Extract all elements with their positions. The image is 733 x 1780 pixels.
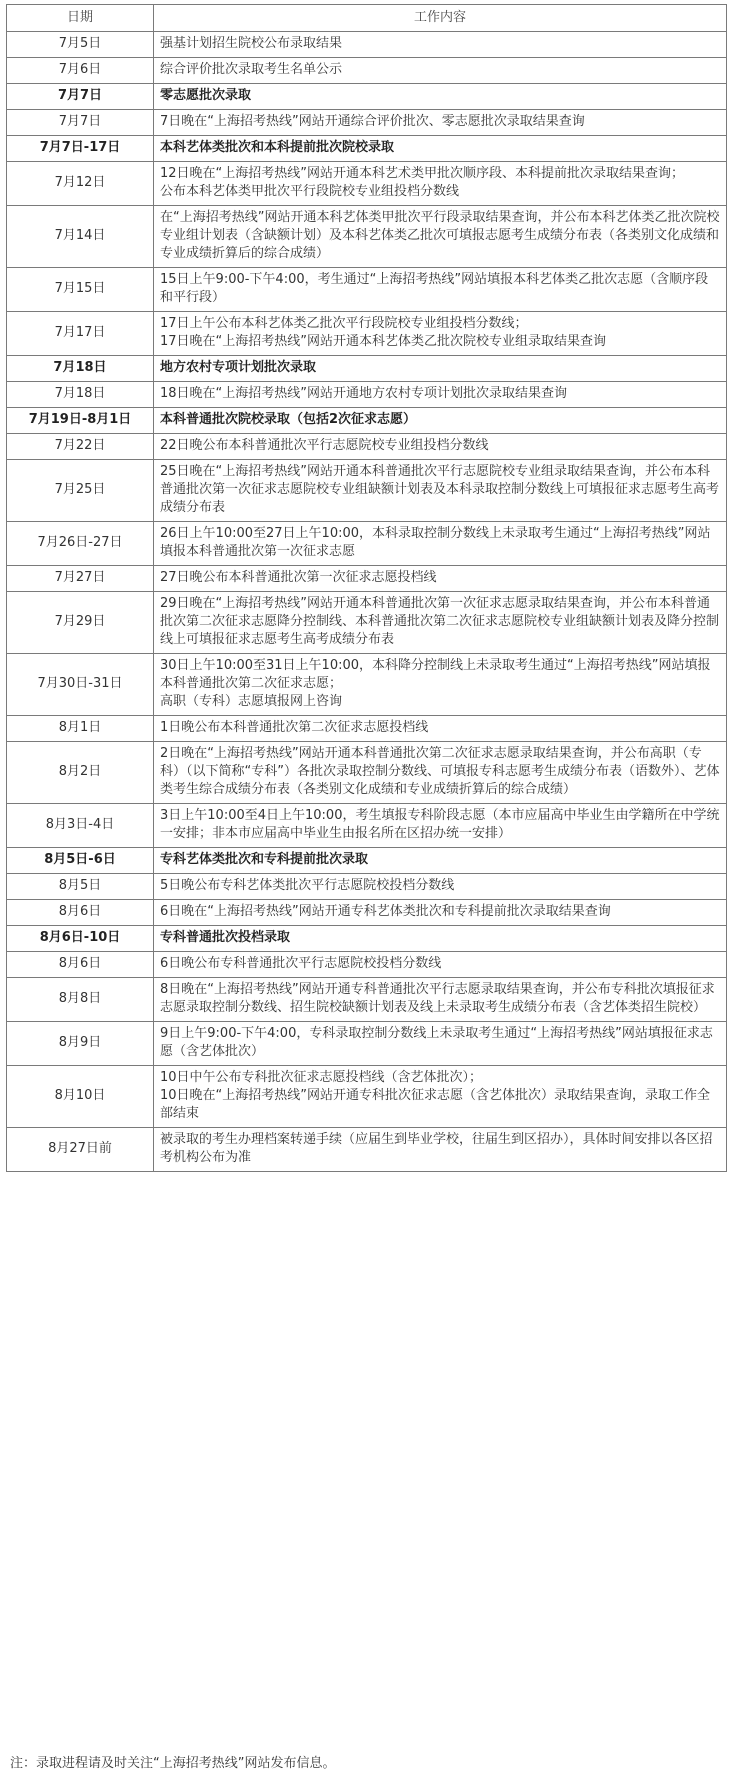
content-cell	[154, 58, 727, 84]
date-cell: 8月10日	[7, 1066, 154, 1128]
date-cell: 8月3日-4日	[7, 804, 154, 848]
table-row	[7, 434, 727, 460]
table-header	[7, 5, 727, 32]
date-cell: 7月7日	[7, 84, 154, 110]
admission-schedule-table	[6, 4, 727, 1172]
date-cell: 8月1日	[7, 716, 154, 742]
content-cell	[154, 566, 727, 592]
content-paragraph: 8日晚在“上海招考热线”网站开通专科普通批次平行志愿录取结果查询，并公布专科批次填报征求志愿录取控制分数线、招生院校缺额计划表及线上未录取考生成绩分布表（含艺体类招生院校）	[160, 982, 715, 1015]
content-cell	[154, 32, 727, 58]
content-cell	[154, 84, 727, 110]
content-cell	[154, 874, 727, 900]
content-cell	[154, 900, 727, 926]
content-cell	[154, 848, 727, 874]
content-paragraph: 本科艺体类批次和本科提前批次院校录取	[160, 140, 395, 155]
content-cell	[154, 742, 727, 804]
content-paragraph: 29日晚在“上海招考热线”网站开通本科普通批次第一次征求志愿录取结果查询，并公布本科普通批次第二次征求志愿降分控制线、本科普通批次第二次征求志愿院校专业组缺额计划表及降分控制线上可填报征求志愿考生高考成绩分布表	[160, 596, 720, 647]
content-cell	[154, 356, 727, 382]
table-row	[7, 522, 727, 566]
content-paragraph: 7日晚在“上海招考热线”网站开通综合评价批次、零志愿批次录取结果查询	[160, 114, 585, 129]
content-cell	[154, 654, 727, 716]
section-row	[7, 848, 727, 874]
table-row	[7, 110, 727, 136]
content-cell	[154, 1128, 727, 1172]
date-cell: 7月14日	[7, 206, 154, 268]
date-cell: 8月2日	[7, 742, 154, 804]
content-cell	[154, 110, 727, 136]
content-cell	[154, 268, 727, 312]
content-cell	[154, 952, 727, 978]
date-cell: 7月18日	[7, 356, 154, 382]
date-cell: 8月5日	[7, 874, 154, 900]
table-row	[7, 900, 727, 926]
content-paragraph: 专科艺体类批次和专科提前批次录取	[160, 852, 369, 867]
table-row	[7, 804, 727, 848]
header-row	[7, 5, 727, 32]
date-cell: 7月29日	[7, 592, 154, 654]
section-row	[7, 408, 727, 434]
content-paragraph: 3日上午10:00至4日上午10:00，考生填报专科阶段志愿（本市应届高中毕业生由学籍所在中学统一安排；非本市应届高中毕业生由报名所在区招办统一安排）	[160, 808, 720, 841]
table-row	[7, 1128, 727, 1172]
table-row	[7, 1066, 727, 1128]
content-paragraph: 本科普通批次院校录取（包括2次征求志愿）	[160, 412, 417, 427]
section-row	[7, 926, 727, 952]
content-paragraph: 30日上午10:00至31日上午10:00，本科降分控制线上未录取考生通过“上海招考热线”网站填报本科普通批次第二次征求志愿；	[160, 658, 711, 691]
content-cell	[154, 408, 727, 434]
table-row	[7, 460, 727, 522]
date-cell: 7月6日	[7, 58, 154, 84]
content-paragraph: 17日晚在“上海招考热线”网站开通本科艺体类乙批次院校专业组录取结果查询	[160, 334, 607, 349]
date-cell: 7月7日	[7, 110, 154, 136]
content-cell	[154, 382, 727, 408]
content-paragraph: 专科普通批次投档录取	[160, 930, 291, 945]
table-row	[7, 716, 727, 742]
content-cell	[154, 460, 727, 522]
table-row	[7, 566, 727, 592]
table-row	[7, 382, 727, 408]
content-paragraph: 18日晚在“上海招考热线”网站开通地方农村专项计划批次录取结果查询	[160, 386, 568, 401]
date-cell: 7月17日	[7, 312, 154, 356]
table-row	[7, 874, 727, 900]
content-paragraph: 公布本科艺体类甲批次平行段院校专业组投档分数线	[160, 184, 460, 199]
section-row	[7, 356, 727, 382]
content-cell	[154, 926, 727, 952]
content-cell	[154, 206, 727, 268]
content-paragraph: 10日晚在“上海招考热线”网站开通专科批次征求志愿（含艺体批次）录取结果查询，录取工作全部结束	[160, 1088, 711, 1121]
content-cell	[154, 1022, 727, 1066]
table-row	[7, 162, 727, 206]
date-cell: 7月12日	[7, 162, 154, 206]
content-paragraph: 22日晚公布本科普通批次平行志愿院校专业组投档分数线	[160, 438, 489, 453]
content-paragraph: 25日晚在“上海招考热线”网站开通本科普通批次平行志愿院校专业组录取结果查询，并公布本科普通批次第一次征求志愿院校专业组缺额计划表及本科录取控制分数线上可填报征求志愿考生高考成绩分布表	[160, 464, 720, 515]
content-cell	[154, 312, 727, 356]
section-row	[7, 84, 727, 110]
date-cell: 7月26日-27日	[7, 522, 154, 566]
content-paragraph: 6日晚在“上海招考热线”网站开通专科艺体类批次和专科提前批次录取结果查询	[160, 904, 611, 919]
header-content: 工作内容	[154, 5, 727, 32]
date-cell: 8月8日	[7, 978, 154, 1022]
table-row	[7, 592, 727, 654]
table-row	[7, 978, 727, 1022]
table-row	[7, 1022, 727, 1066]
table-row	[7, 742, 727, 804]
table-row	[7, 654, 727, 716]
content-paragraph: 9日上午9:00-下午4:00，专科录取控制分数线上未录取考生通过“上海招考热线”网站填报征求志愿（含艺体批次）	[160, 1026, 713, 1059]
content-paragraph: 零志愿批次录取	[160, 88, 252, 103]
content-paragraph: 15日上午9:00-下午4:00，考生通过“上海招考热线”网站填报本科艺体类乙批次志愿（含顺序段和平行段）	[160, 272, 709, 305]
footnote: 注：录取进程请及时关注“上海招考热线”网站发布信息。	[10, 1756, 336, 1771]
date-cell: 7月7日-17日	[7, 136, 154, 162]
content-paragraph: 17日上午公布本科艺体类乙批次平行段院校专业组投档分数线；	[160, 316, 528, 331]
content-cell	[154, 136, 727, 162]
content-paragraph: 在“上海招考热线”网站开通本科艺体类甲批次平行段录取结果查询，并公布本科艺体类乙批次院校专业组计划表（含缺额计划）及本科艺体类乙批次可填报志愿考生成绩分布表（各类别文化成绩和专业成绩折算后的综合成绩）	[160, 210, 720, 261]
date-cell: 8月27日前	[7, 1128, 154, 1172]
section-row	[7, 136, 727, 162]
header-date: 日期	[7, 5, 154, 32]
content-cell	[154, 522, 727, 566]
content-paragraph: 12日晚在“上海招考热线”网站开通本科艺术类甲批次顺序段、本科提前批次录取结果查询；	[160, 166, 685, 181]
date-cell: 8月6日-10日	[7, 926, 154, 952]
date-cell: 7月5日	[7, 32, 154, 58]
content-paragraph: 5日晚公布专科艺体类批次平行志愿院校投档分数线	[160, 878, 455, 893]
content-paragraph: 6日晚公布专科普通批次平行志愿院校投档分数线	[160, 956, 442, 971]
date-cell: 8月9日	[7, 1022, 154, 1066]
table-row	[7, 32, 727, 58]
date-cell: 8月6日	[7, 900, 154, 926]
content-paragraph: 被录取的考生办理档案转递手续（应届生到毕业学校，往届生到区招办），具体时间安排以各区招考机构公布为准	[160, 1132, 713, 1165]
date-cell: 7月18日	[7, 382, 154, 408]
content-cell	[154, 434, 727, 460]
date-cell: 7月27日	[7, 566, 154, 592]
content-paragraph: 10日中午公布专科批次征求志愿投档线（含艺体批次）；	[160, 1070, 483, 1085]
date-cell: 7月15日	[7, 268, 154, 312]
table-row	[7, 312, 727, 356]
date-cell: 7月30日-31日	[7, 654, 154, 716]
content-cell	[154, 162, 727, 206]
table-row	[7, 268, 727, 312]
content-paragraph: 高职（专科）志愿填报网上咨询	[160, 694, 343, 709]
date-cell: 7月22日	[7, 434, 154, 460]
content-paragraph: 2日晚在“上海招考热线”网站开通本科普通批次第二次征求志愿录取结果查询，并公布高职（专科）（以下简称“专科”）各批次录取控制分数线、可填报专科志愿考生成绩分布表（语数外）、艺体类考生综合成绩分布表（各类别文化成绩和专业成绩折算后的综合成绩）	[160, 746, 720, 797]
content-paragraph: 1日晚公布本科普通批次第二次征求志愿投档线	[160, 720, 429, 735]
table-row	[7, 206, 727, 268]
table-row	[7, 58, 727, 84]
table-body	[7, 32, 727, 1172]
content-paragraph: 27日晚公布本科普通批次第一次征求志愿投档线	[160, 570, 437, 585]
content-paragraph: 综合评价批次录取考生名单公示	[160, 62, 343, 77]
date-cell: 7月19日-8月1日	[7, 408, 154, 434]
date-cell: 8月5日-6日	[7, 848, 154, 874]
content-paragraph: 地方农村专项计划批次录取	[160, 360, 317, 375]
content-cell	[154, 592, 727, 654]
content-cell	[154, 978, 727, 1022]
table-row	[7, 952, 727, 978]
content-cell	[154, 804, 727, 848]
content-paragraph: 26日上午10:00至27日上午10:00，本科录取控制分数线上未录取考生通过“上海招考热线”网站填报本科普通批次第一次征求志愿	[160, 526, 711, 559]
date-cell: 7月25日	[7, 460, 154, 522]
content-cell	[154, 1066, 727, 1128]
content-paragraph: 强基计划招生院校公布录取结果	[160, 36, 343, 51]
content-cell	[154, 716, 727, 742]
date-cell: 8月6日	[7, 952, 154, 978]
